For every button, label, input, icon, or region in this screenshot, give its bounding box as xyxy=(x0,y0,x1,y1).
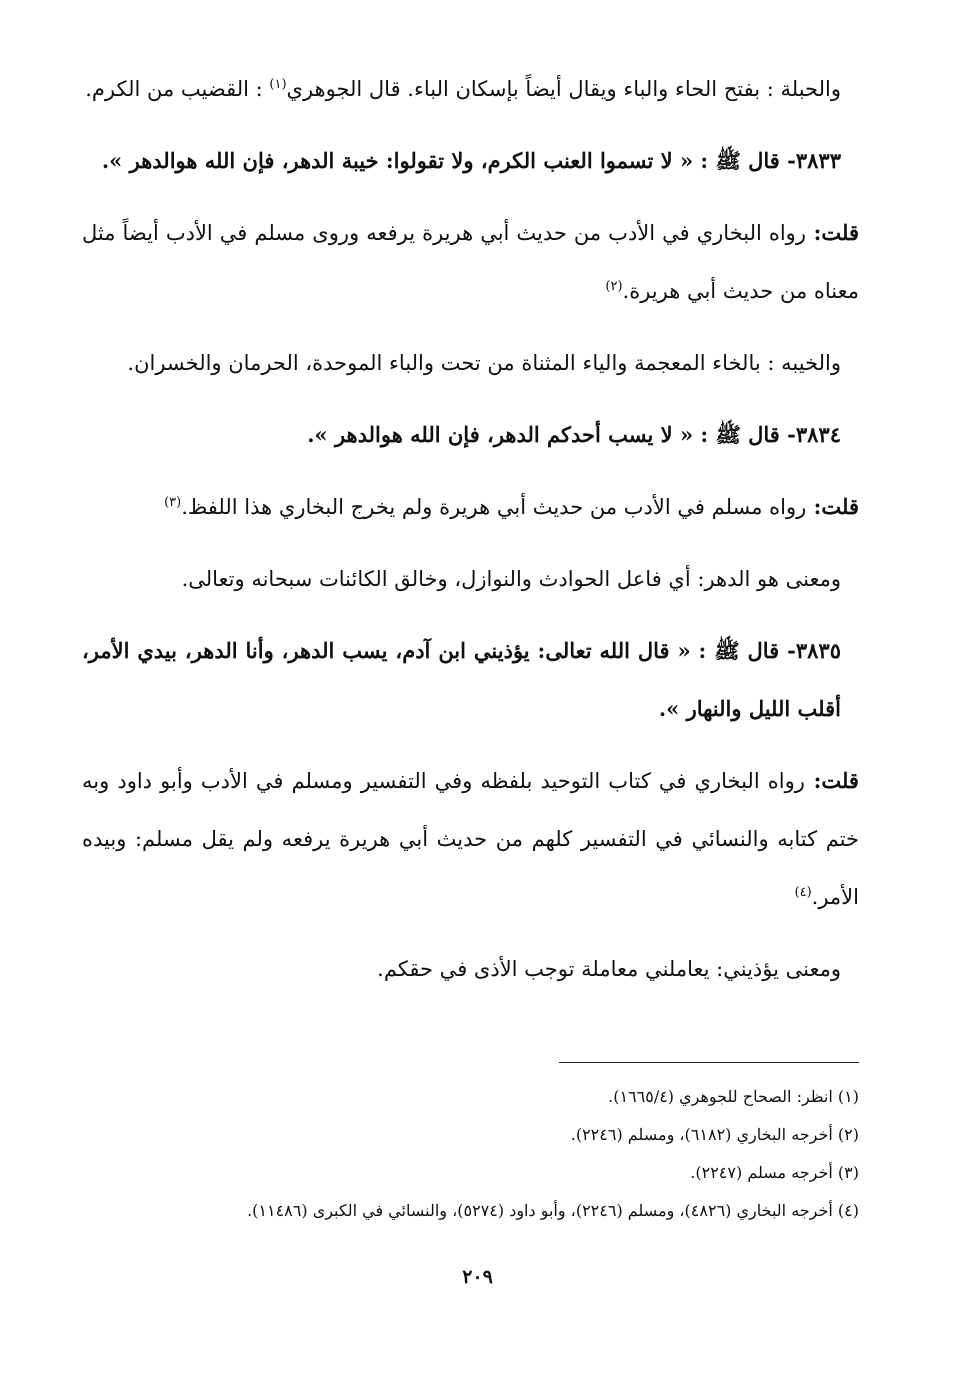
footnote-2: (٢) أخرجه البخاري (٦١٨٢)، ومسلم (٢٢٤٦). xyxy=(570,1125,859,1144)
commentary-lead: قلت: xyxy=(804,768,859,793)
hadith-3834 xyxy=(82,406,859,464)
paragraph-text: ومعنى هو الدهر: أي فاعل الحوادث والنوازل، وخالق الكائنات سبحانه وتعالى. xyxy=(181,567,841,591)
paragraph-text-continued: : القضيب من الكرم. xyxy=(85,77,270,101)
commentary-text: رواه مسلم في الأدب من حديث أبي هريرة ولم يخرج البخاري هذا اللفظ. xyxy=(181,495,807,519)
commentary-3833 xyxy=(82,204,859,320)
footnote-4: (٤) أخرجه البخاري (٤٨٢٦)، ومسلم (٢٢٤٦)، وأبو داود (٥٢٧٤)، والنسائي في الكبرى (١١٤٨٦). xyxy=(247,1201,859,1220)
paragraph-text: والخيبه : بالخاء المعجمة والياء المثناة من تحت والباء الموحدة، الحرمان والخسران. xyxy=(127,351,841,375)
paragraph-meaning-yudhini xyxy=(82,940,859,998)
hadith-3835 xyxy=(82,622,859,738)
page-number: ٢٠٩ xyxy=(462,1266,493,1288)
footnote-ref-1: (١) xyxy=(269,77,287,92)
footnote-ref-2: (٢) xyxy=(605,279,623,294)
hadith-number: ٣٨٣٥- xyxy=(787,638,841,663)
footnote-ref-4: (٤) xyxy=(794,885,812,900)
commentary-lead: قلت: xyxy=(805,220,859,245)
footnotes xyxy=(82,1078,859,1230)
commentary-text: رواه البخاري في الأدب من حديث أبي هريرة يرفعه وروى مسلم في الأدب أيضاً مثل معناه من حديث أبي هريرة. xyxy=(82,221,859,303)
commentary-text: رواه البخاري في كتاب التوحيد بلفظه وفي التفسير ومسلم في الأدب وأبو داود وبه ختم كتابه والنسائي في التفسير كلهم من حديث أبي هريرة يرفعه ولم يقل مسلم: وبيده الأمر. xyxy=(82,769,859,909)
paragraph-khaybah xyxy=(82,334,859,392)
commentary-3834 xyxy=(82,478,859,536)
hadith-3833 xyxy=(82,132,859,190)
hadith-text: قال ﷺ : « لا تسموا العنب الكرم، ولا تقولوا: خيبة الدهر، فإن الله هوالدهر ». xyxy=(101,148,788,173)
commentary-3835 xyxy=(82,752,859,926)
paragraph-meaning-dahr xyxy=(82,550,859,608)
footnote-ref-3: (٣) xyxy=(164,495,182,510)
footnote-3: (٣) أخرجه مسلم (٢٢٤٧). xyxy=(690,1163,859,1182)
footnote-separator xyxy=(559,1062,859,1063)
commentary-lead: قلت: xyxy=(806,494,859,519)
main-text xyxy=(82,60,859,1012)
footnote-1: (١) انظر: الصحاح للجوهري (١٦٦٥/٤). xyxy=(608,1087,859,1106)
paragraph-habala xyxy=(82,60,859,118)
paragraph-text: ومعنى يؤذيني: يعاملني معاملة توجب الأذى في حقكم. xyxy=(377,957,841,981)
hadith-text: قال ﷺ : « لا يسب أحدكم الدهر، فإن الله هوالدهر ». xyxy=(307,422,788,447)
hadith-text: قال ﷺ : « قال الله تعالى: يؤذيني ابن آدم، يسب الدهر، وأنا الدهر، بيدي الأمر، أقلب الليل والنهار ». xyxy=(82,638,841,721)
paragraph-text: والحبلة : بفتح الحاء والباء ويقال أيضاً بإسكان الباء. قال الجوهري xyxy=(286,77,841,101)
hadith-number: ٣٨٣٣- xyxy=(787,148,841,173)
hadith-number: ٣٨٣٤- xyxy=(787,422,841,447)
